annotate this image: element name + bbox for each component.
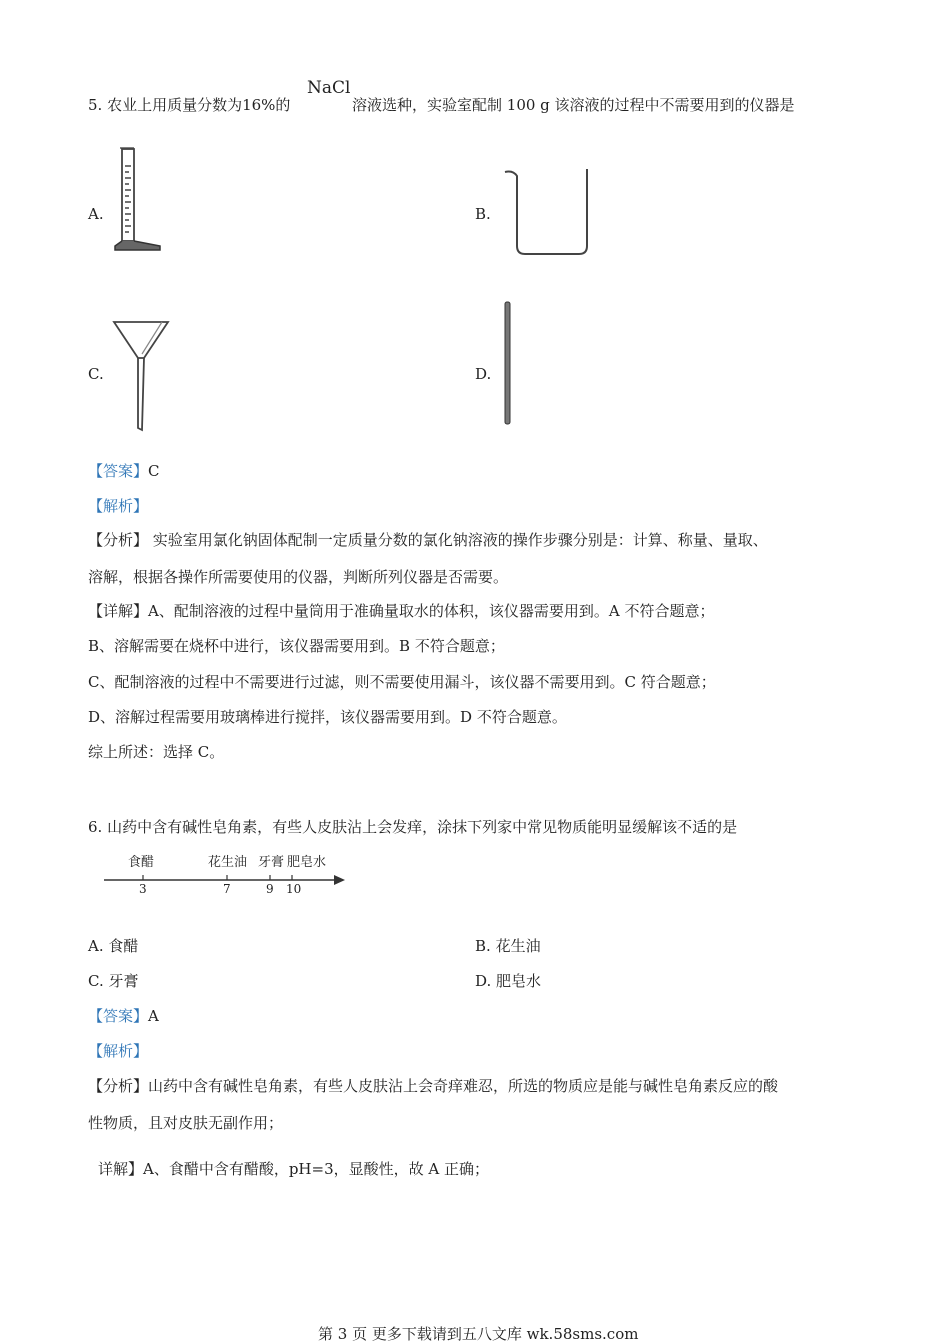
ph-tick-3: 3 xyxy=(139,882,147,896)
q5-formula: NaCl xyxy=(307,78,351,98)
funnel-icon xyxy=(112,320,172,432)
q5-stem-rest: 溶液选种，实验室配制 100 g 该溶液的过程中不需要用到的仪器是 xyxy=(352,96,795,114)
q5-detail-line3: C、配制溶液的过程中不需要进行过滤，则不需要使用漏斗，该仪器不需要用到。C 符合题意； xyxy=(88,673,716,691)
q6-fenxi-line1: 【分析】山药中含有碱性皂角素，有些人皮肤沾上会奇痒难忍，所选的物质应是能与碱性皂角素反应的酸 xyxy=(88,1077,779,1095)
page-footer: 第 3 页 更多下载请到五八文库 wk.58sms.com xyxy=(318,1325,639,1343)
q5-analysis-tag: 【解析】 xyxy=(88,497,149,515)
q5-fenxi-line1: 【分析】 实验室用氯化钠固体配制一定质量分数的氯化钠溶液的操作步骤分别是：计算、称量、量取、 xyxy=(88,531,768,549)
glass-rod-icon xyxy=(502,300,514,426)
beaker-icon xyxy=(503,166,593,258)
q6-option-d: D. 肥皂水 xyxy=(475,972,542,990)
q6-option-a: A. 食醋 xyxy=(88,937,139,955)
q6-option-b: B. 花生油 xyxy=(475,937,541,955)
ph-tick-10: 10 xyxy=(286,882,302,896)
q5-summary: 综上所述：选择 C。 xyxy=(88,743,225,761)
q5-detail-line1: 【详解】A、配制溶液的过程中量筒用于准确量取水的体积，该仪器需要用到。A 不符合题意； xyxy=(88,602,715,620)
ph-tick-9: 9 xyxy=(266,882,274,896)
graduated-cylinder-icon xyxy=(112,146,162,252)
q5-option-a-label: A. xyxy=(88,205,104,223)
ph-label-vinegar: 食醋 xyxy=(128,855,155,870)
q6-option-c: C. 牙膏 xyxy=(88,972,139,990)
q6-stem: 6. 山药中含有碱性皂角素，有些人皮肤沾上会发痒，涂抹下列家中常见物质能明显缓解该不适的是 xyxy=(88,818,738,836)
q6-analysis-tag: 【解析】 xyxy=(88,1042,149,1060)
q5-option-b-label: B. xyxy=(475,205,491,223)
q5-stem: 5. 农业上用质量分数为16%的 xyxy=(88,96,291,114)
q5-fenxi-line2: 溶解，根据各操作所需要使用的仪器，判断所列仪器是否需要。 xyxy=(88,568,509,586)
ph-scale xyxy=(100,848,350,898)
q5-detail-line2: B、溶解需要在烧杯中进行，该仪器需要用到。B 不符合题意； xyxy=(88,637,505,655)
q5-answer: 【答案】C xyxy=(88,462,160,480)
q6-detail-line1: 详解】A、食醋中含有醋酸，pH=3，显酸性，故 A 正确； xyxy=(98,1160,489,1178)
q6-fenxi-line2: 性物质，且对皮肤无副作用； xyxy=(88,1114,284,1132)
ph-tick-7: 7 xyxy=(223,882,231,896)
q5-option-d-label: D. xyxy=(475,365,492,383)
q6-answer: 【答案】A xyxy=(88,1007,159,1025)
ph-label-peanut-oil: 花生油 xyxy=(208,855,248,870)
q5-option-c-label: C. xyxy=(88,365,104,383)
ph-label-soap-water: 肥皂水 xyxy=(287,855,327,870)
q5-detail-line4: D、溶解过程需要用玻璃棒进行搅拌，该仪器需要用到。D 不符合题意。 xyxy=(88,708,567,726)
ph-label-toothpaste: 牙膏 xyxy=(258,855,285,870)
